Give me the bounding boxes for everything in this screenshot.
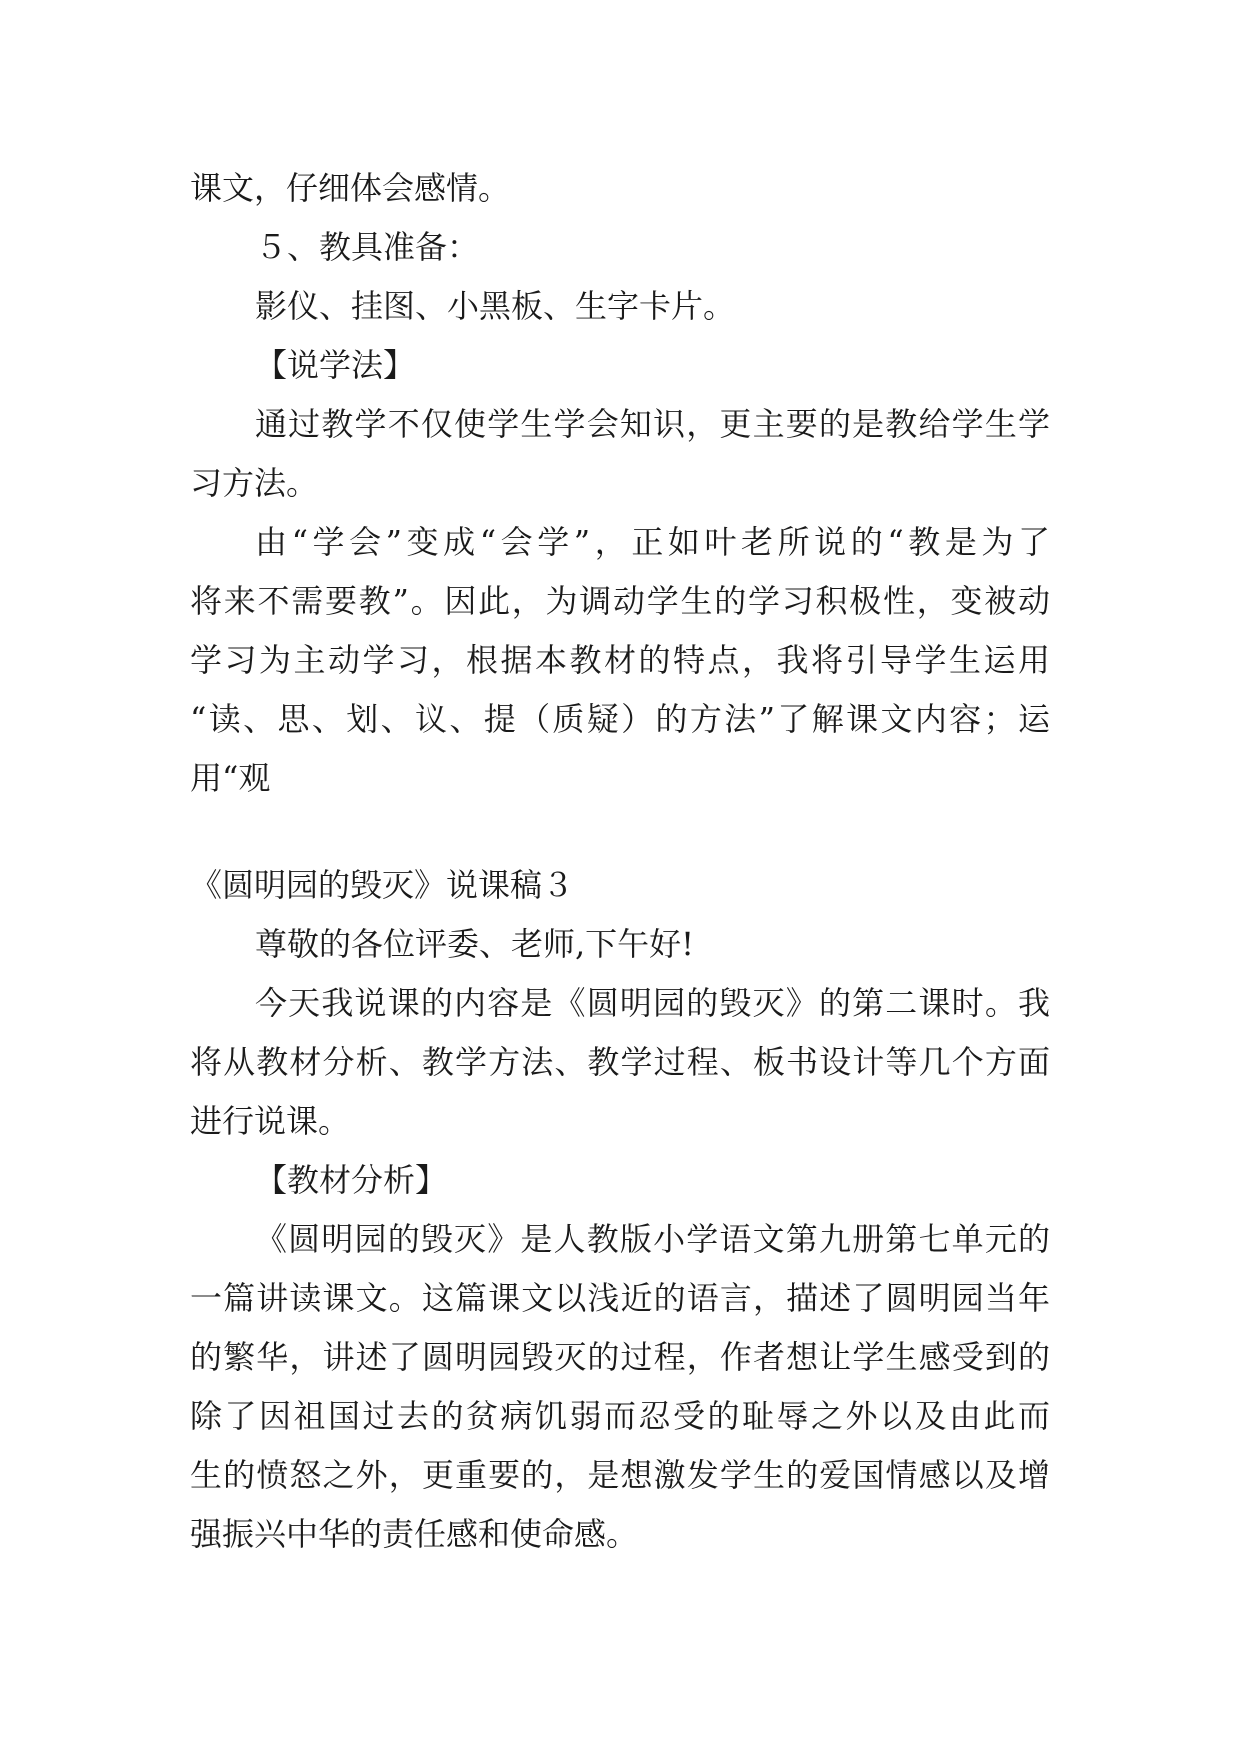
section-heading-material-analysis: 【教材分析】 bbox=[255, 1161, 448, 1199]
paragraph-line: 《圆明园的毁灭》是人教版小学语文第九册第七单元的 bbox=[255, 1220, 1050, 1258]
paragraph-line: 课文，仔细体会感情。 bbox=[190, 169, 511, 207]
section-heading-learning-method: 【说学法】 bbox=[255, 346, 416, 384]
greeting-line: 尊敬的各位评委、老师,下午好! bbox=[255, 925, 695, 963]
paragraph-line: 影仪、挂图、小黑板、生字卡片。 bbox=[255, 287, 736, 325]
paragraph-line: 通过教学不仅使学生学会知识，更主要的是教给学生学 bbox=[255, 405, 1050, 443]
paragraph-line: 一篇讲读课文。这篇课文以浅近的语言，描述了圆明园当年 bbox=[190, 1279, 1050, 1317]
paragraph-line: 除了因祖国过去的贫病饥弱而忍受的耻辱之外以及由此而 bbox=[190, 1397, 1050, 1435]
paragraph-line: 强振兴中华的责任感和使命感。 bbox=[190, 1515, 639, 1553]
paragraph-line: 习方法。 bbox=[190, 464, 319, 502]
document-title: 《圆明园的毁灭》说课稿３ bbox=[190, 866, 575, 904]
paragraph-line: 由“学会”变成“会学”，正如叶老所说的“教是为了 bbox=[255, 523, 1050, 561]
paragraph-line: 进行说课。 bbox=[190, 1102, 351, 1140]
list-item-teaching-aids: ５、教具准备： bbox=[255, 228, 480, 266]
paragraph-line: 今天我说课的内容是《圆明园的毁灭》的第二课时。我 bbox=[255, 984, 1050, 1022]
paragraph-line: 用“观 bbox=[190, 759, 271, 797]
paragraph-line: 将来不需要教”。因此，为调动学生的学习积极性，变被动 bbox=[190, 582, 1050, 620]
paragraph-line: 学习为主动学习，根据本教材的特点，我将引导学生运用 bbox=[190, 641, 1050, 679]
paragraph-line: 将从教材分析、教学方法、教学过程、板书设计等几个方面 bbox=[190, 1043, 1050, 1081]
paragraph-line: 的繁华，讲述了圆明园毁灭的过程，作者想让学生感受到的 bbox=[190, 1338, 1050, 1376]
paragraph-line: 生的愤怒之外，更重要的，是想激发学生的爱国情感以及增 bbox=[190, 1456, 1050, 1494]
paragraph-line: “读、思、划、议、提（质疑）的方法”了解课文内容；运 bbox=[190, 700, 1050, 738]
